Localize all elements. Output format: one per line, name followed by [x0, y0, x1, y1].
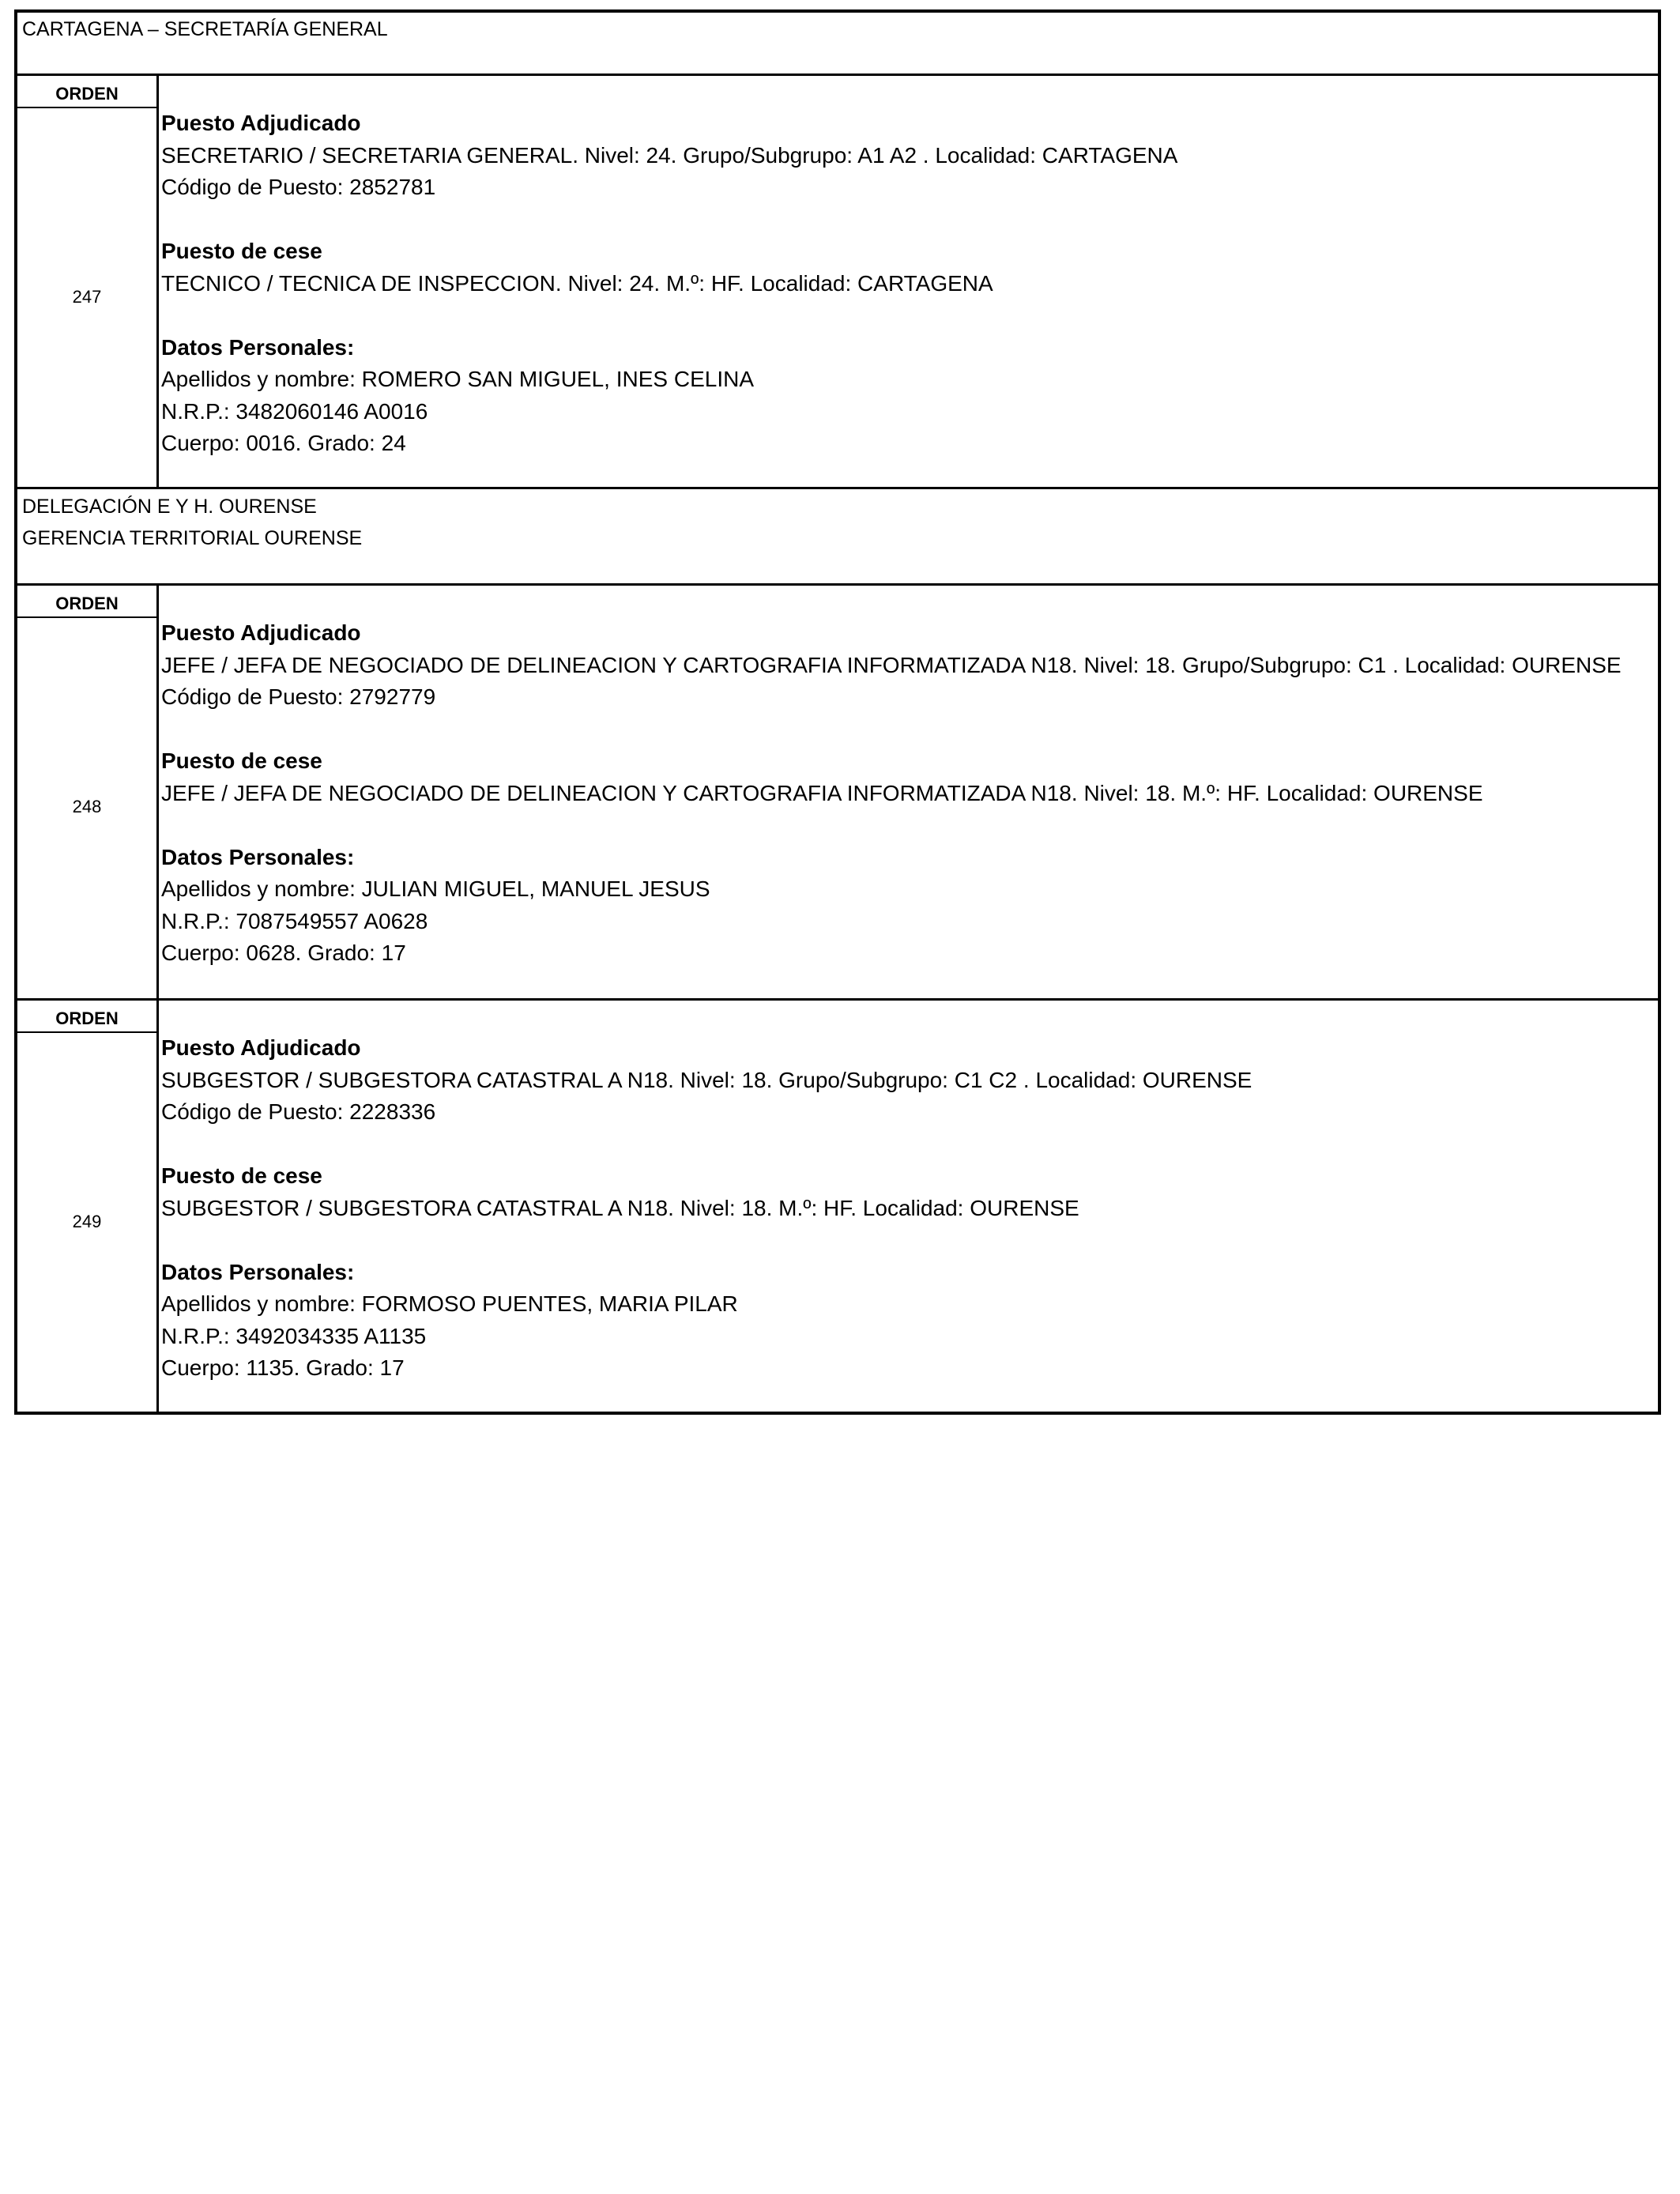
orden-label: ORDEN [55, 594, 119, 613]
adjudicado-description: SECRETARIO / SECRETARIA GENERAL. Nivel: 24. Grupo/Subgrupo: A1 A2 . Localidad: CARTAGENA [161, 142, 1178, 168]
entry-details [161, 107, 1177, 460]
apellidos-nombre: Apellidos y nombre: JULIAN MIGUEL, MANUEL JESUS [161, 876, 710, 901]
orden-number: 248 [72, 797, 102, 816]
unit-subtitle: GERENCIA TERRITORIAL OURENSE [22, 527, 363, 549]
cuerpo-grado: Cuerpo: 1135. Grado: 17 [161, 1355, 405, 1380]
nrp: N.R.P.: 7087549557 A0628 [161, 908, 428, 933]
adjudicado-heading: Puesto Adjudicado [161, 1035, 361, 1060]
divider [17, 1031, 156, 1033]
apellidos-nombre: Apellidos y nombre: ROMERO SAN MIGUEL, INES CELINA [161, 367, 754, 391]
adjudicado-heading: Puesto Adjudicado [161, 111, 361, 135]
cese-heading: Puesto de cese [161, 239, 322, 263]
unit-title: DELEGACIÓN E Y H. OURENSE [22, 496, 317, 518]
orden-label: ORDEN [55, 1008, 119, 1028]
codigo-puesto: Código de Puesto: 2792779 [161, 684, 436, 709]
apellidos-nombre: Apellidos y nombre: FORMOSO PUENTES, MARIA PILAR [161, 1291, 738, 1316]
entry-details [161, 617, 1622, 970]
divider [17, 616, 156, 618]
cuerpo-grado: Cuerpo: 0628. Grado: 17 [161, 941, 406, 965]
datos-heading: Datos Personales: [161, 334, 355, 360]
cese-description: JEFE / JEFA DE NEGOCIADO DE DELINEACION Y CARTOGRAFIA INFORMATIZADA N18. Nivel: 18. M.º: HF. Localidad: OURENSE [161, 780, 1483, 805]
adjudicado-heading: Puesto Adjudicado [161, 620, 361, 645]
unit-title: CARTAGENA – SECRETARÍA GENERAL [22, 18, 388, 40]
column-divider [156, 74, 159, 487]
cese-heading: Puesto de cese [161, 748, 322, 773]
orden-number: 247 [72, 287, 102, 307]
cuerpo-grado: Cuerpo: 0016. Grado: 24 [161, 431, 406, 455]
cese-heading: Puesto de cese [161, 1163, 322, 1188]
datos-heading: Datos Personales: [161, 844, 355, 869]
divider [17, 583, 1658, 586]
nrp: N.R.P.: 3482060146 A0016 [161, 398, 428, 424]
cese-description: TECNICO / TECNICA DE INSPECCION. Nivel: 24. M.º: HF. Localidad: CARTAGENA [161, 270, 993, 296]
codigo-puesto: Código de Puesto: 2228336 [161, 1099, 436, 1124]
divider [17, 107, 156, 108]
cese-description: SUBGESTOR / SUBGESTORA CATASTRAL A N18. Nivel: 18. M.º: HF. Localidad: OURENSE [161, 1195, 1079, 1220]
datos-heading: Datos Personales: [161, 1259, 355, 1284]
adjudicado-description: JEFE / JEFA DE NEGOCIADO DE DELINEACION Y CARTOGRAFIA INFORMATIZADA N18. Nivel: 18. Grupo/Subgrupo: C1 . Localidad: OURENSE [161, 652, 1622, 677]
divider [17, 74, 1658, 76]
divider [17, 998, 1658, 1001]
codigo-puesto: Código de Puesto: 2852781 [161, 175, 436, 199]
nrp: N.R.P.: 3492034335 A1135 [161, 1323, 427, 1348]
divider [17, 487, 1658, 489]
adjudicado-description: SUBGESTOR / SUBGESTORA CATASTRAL A N18. Nivel: 18. Grupo/Subgrupo: C1 C2 . Localidad: OURENSE [161, 1067, 1252, 1092]
entry-details [161, 1032, 1252, 1385]
orden-number: 249 [72, 1212, 102, 1231]
orden-label: ORDEN [55, 84, 119, 104]
assignment-table [14, 9, 1661, 1415]
